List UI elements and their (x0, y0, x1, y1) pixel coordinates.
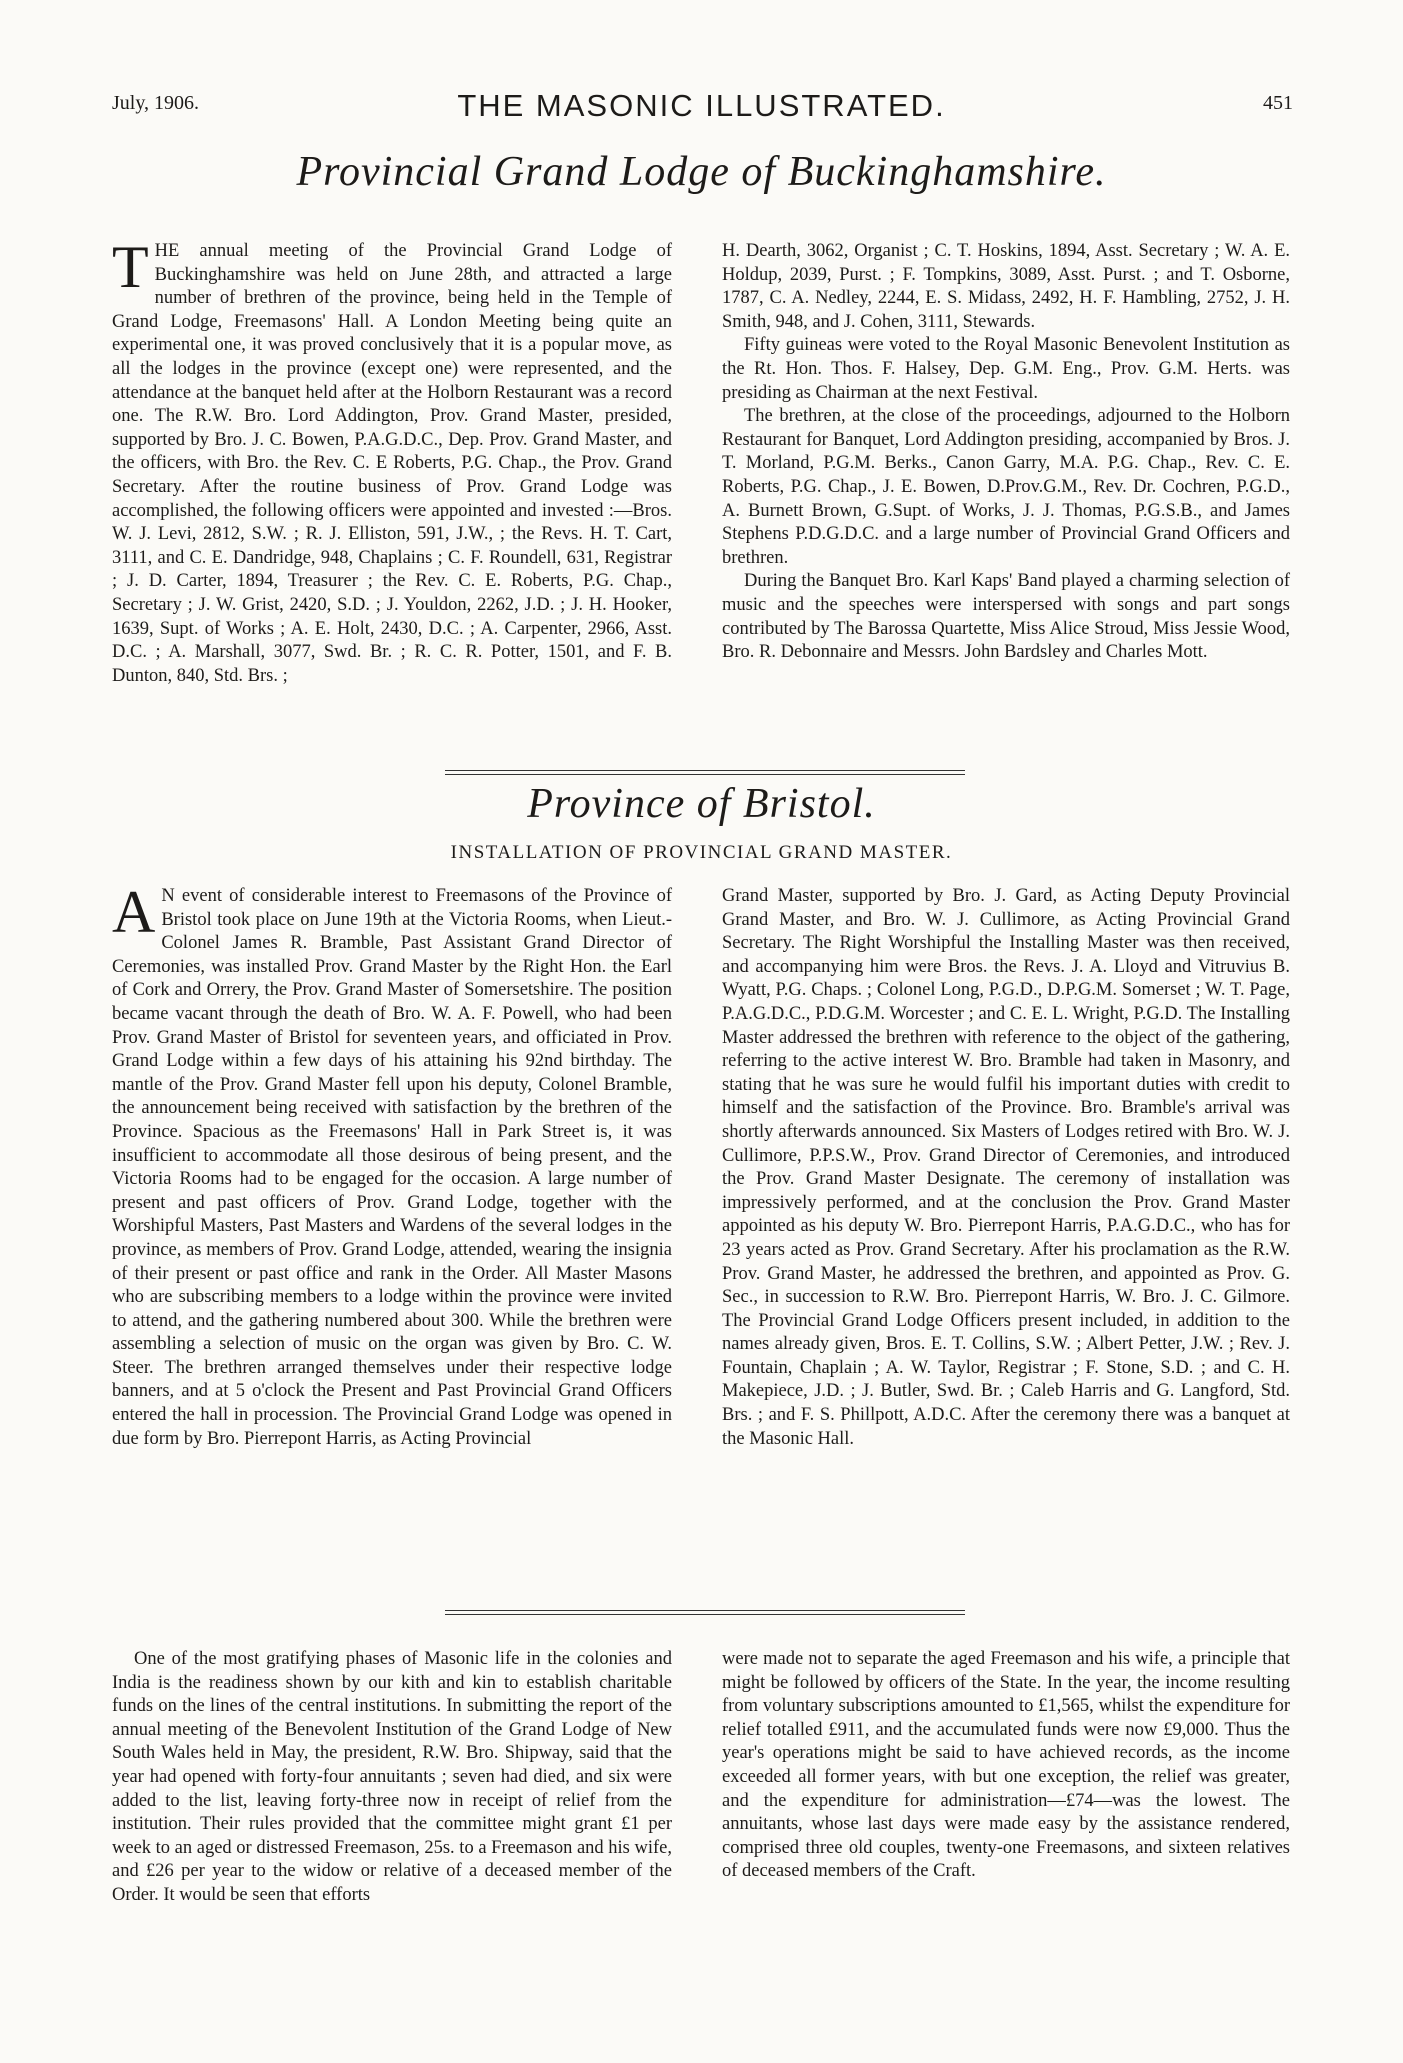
article2-left-paragraph: A N event of considerable interest to Freemasons of the Province of Bristol took place on June 19th at the Victoria Rooms, when Lieut.-Colonel James R. Bramble, Past Assistant Grand Director of Ceremonies, was installed Prov. Grand Master by the Right Hon. the Earl of Cork and Orrery, the Prov. Grand Master of Somersetshire. The position became vacant through the death of Bro. W. A. F. Powell, who had been Prov. Grand Master of Bristol for seventeen years, and officiated in Prov. Grand Lodge within a few days of his attaining his 92nd birthday. The mantle of the Prov. Grand Master fell upon his deputy, Colonel Bramble, the announcement being received with satisfaction by the brethren of the Province. Spacious as the Freemasons' Hall in Park Street is, it was insufficient to accommodate all those desirous of being present, and the Victoria Rooms had to be engaged for the occasion. A large number of present and past officers of Prov. Grand Lodge, together with the Worshipful Masters, Past Masters and Wardens of the several lodges in the province, as members of Prov. Grand Lodge, attended, wearing the insignia of their present or past office and rank in the Order. All Master Masons who are subscribing members to a lodge within the province were invited to attend, and the gathering numbered about 300. While the brethren were assembling a selection of music on the organ was given by Bro. C. W. Steer. The brethren arranged themselves under their respective lodge banners, and at 5 o'clock the Present and Past Provincial Grand Officers entered the hall in procession. The Provincial Grand Lodge was opened in due form by Bro. Pierrepont Harris, as Acting Provincial (112, 879, 672, 1449)
article2-right-column (722, 885, 1290, 1451)
article-title-bristol: Province of Bristol. (527, 781, 876, 827)
article2-left-column (112, 879, 672, 1451)
article3-right-column (722, 1648, 1290, 1884)
drop-cap: A (112, 879, 156, 945)
article1-left-paragraph: THE annual meeting of the Provincial Grand Lodge of Buckinghamshire was held on June 28th, and attracted a large number of brethren of the province, being held in the Temple of Grand Lodge, Freemasons' Hall. A London Meeting being quite an experimental one, it was proved conclusively that it is a popular move, as all the lodges in the province (except one) were represented, and the attendance at the banquet held after at the Holborn Restaurant was a record one. The R.W. Bro. Lord Addington, Prov. Grand Master, presided, supported by Bro. J. C. Bowen, P.A.G.D.C., Dep. Prov. Grand Master, and the officers, with Bro. the Rev. C. E Roberts, P.G. Chap., the Prov. Grand Secretary. After the routine business of Prov. Grand Lodge was accomplished, the following officers were appointed and invested :—Bros. W. J. Levi, 2812, S.W. ; R. J. Elliston, 591, J.W., ; the Revs. H. T. Cart, 3111, and C. E. Dandridge, 948, Chaplains ; C. F. Roundell, 631, Registrar ; J. D. Carter, 1894, Treasurer ; the Rev. C. E. Roberts, P.G. Chap., Secretary ; J. W. Grist, 2420, S.D. ; J. Youldon, 2262, J.D. ; J. H. Hooker, 1639, Supt. of Works ; A. E. Holt, 2430, D.C. ; A. Carpenter, 2966, Asst. D.C. ; A. Marshall, 3077, Swd. Br. ; R. C. R. Potter, 1501, and F. B. Dunton, 840, Std. Brs. ; (112, 234, 672, 686)
article-subtitle: INSTALLATION OF PROVINCIAL GRAND MASTER. (450, 842, 953, 863)
article1-right-column (722, 240, 1290, 665)
issue-date: July, 1906. (112, 92, 200, 114)
article2-right-paragraph: Grand Master, supported by Bro. J. Gard, as Acting Deputy Provincial Grand Master, and Bro. W. J. Cullimore, as Acting Provincial Grand Secretary. The Right Worshipful the Installing Master was then received, and accompanying him were Bros. the Revs. J. A. Lloyd and Vitruvius B. Wyatt, P.G. Chaps. ; Colonel Long, P.G.D., D.P.G.M. Somerset ; W. T. Page, P.A.G.D.C., P.D.G.M. Worcester ; and C. E. L. Wright, P.G.D. The Installing Master addressed the brethren with reference to the object of the gathering, referring to the active interest W. Bro. Bramble had taken in Masonry, and stating that he was sure he would fulfil his important duties with credit to himself and the satisfaction of the Province. Bro. Bramble's arrival was shortly afterwards announced. Six Masters of Lodges retired with Bro. W. J. Cullimore, P.P.S.W., Prov. Grand Director of Ceremonies, and introduced the Prov. Grand Master Designate. The ceremony of installation was impressively performed, and at the conclusion the Prov. Grand Master appointed as his deputy W. Bro. Pierrepont Harris, P.A.G.D.C., who has for 23 years acted as Prov. Grand Secretary. After his proclamation as the R.W. Prov. Grand Master, he addressed the brethren, and appointed as Prov. G. Sec., in succession to R.W. Bro. Pierrepont Harris, W. Bro. J. C. Gilmore. The Provincial Grand Lodge Officers present included, in addition to the names already given, Bros. E. T. Collins, S.W. ; Albert Petter, J.W. ; Rev. J. Fountain, Chaplain ; A. W. Taylor, Registrar ; F. Stone, S.D. ; and C. H. Makepiece, J.D. ; J. Butler, Swd. Br. ; Caleb Harris and G. Langford, Std. Brs. ; and F. S. Phillpott, A.D.C. After the ceremony there was a banquet at the Masonic Hall. (722, 886, 1290, 1449)
article1-right-paragraph: H. Dearth, 3062, Organist ; C. T. Hoskins, 1894, Asst. Secretary ; W. A. E. Holdup, 2039, Purst. ; F. Tompkins, 3089, Asst. Purst. ; and T. Osborne, 1787, C. A. Nedley, 2244, E. S. Midass, 2492, H. F. Hambling, 2752, J. H. Smith, 948, and J. Cohen, 3111, Stewards. (722, 241, 1290, 332)
page-header (0, 88, 1403, 132)
section-divider (445, 1614, 965, 1615)
article1-right-paragraph: Fifty guineas were voted to the Royal Masonic Benevolent Institution as the Rt. Hon. Thos. F. Halsey, Dep. G.M. Eng., Prov. G.M. Herts. was presiding as Chairman at the next Festival. (722, 335, 1290, 403)
article1-left-column (112, 234, 672, 688)
article1-right-paragraph: The brethren, at the close of the proceedings, adjourned to the Holborn Restaurant for Banquet, Lord Addington presiding, accompanied by Bros. J. T. Morland, P.G.M. Berks., Canon Garry, M.A. P.G. Chap., Rev. C. E. Roberts, P.G. Chap., J. E. Bowen, D.Prov.G.M., Rev. Dr. Cochren, P.G.D., A. Burnett Brown, G.Supt. of Works, J. J. Thomas, P.G.S.B., and James Stephens P.D.G.D.C. and a large number of Provincial Grand Officers and brethren. (722, 406, 1290, 568)
article3-left-column (112, 1648, 672, 1908)
section-divider (445, 774, 965, 775)
drop-cap: T (112, 234, 149, 300)
article3-left-paragraph: One of the most gratifying phases of Masonic life in the colonies and India is the readiness shown by our kith and kin to establish charitable funds on the lines of the central institutions. In submitting the report of the annual meeting of the Benevolent Institution of the Grand Lodge of New South Wales held in May, the president, R.W. Bro. Shipway, said that the year had opened with forty-four annuitants ; seven had died, and six were added to the list, leaving forty-three now in receipt of relief from the institution. Their rules provided that the committee might grant £1 per week to an aged or distressed Freemason, 25s. to a Freemason and his wife, and £26 per year to the widow or relative of a deceased member of the Order. It would be seen that efforts (112, 1649, 672, 1905)
masthead-title: THE MASONIC ILLUSTRATED. (457, 88, 946, 123)
section-divider (445, 1610, 965, 1611)
article3-right-paragraph: were made not to separate the aged Freemason and his wife, a principle that might be followed by officers of the State. In the year, the income resulting from voluntary subscriptions amounted to £1,565, whilst the expenditure for relief totalled £911, and the accumulated funds were now £9,000. Thus the year's operations might be said to have achieved records, as the income exceeded all former years, with but one exception, the relief was greater, and the expenditure for administration—£74—was the lowest. The annuitants, whose last days were made easy by the assistance rendered, comprised three old couples, twenty-one Freemasons, and sixteen relatives of deceased members of the Craft. (722, 1649, 1290, 1882)
article-title-buckinghamshire: Provincial Grand Lodge of Buckinghamshire. (296, 149, 1107, 195)
article1-right-paragraph: During the Banquet Bro. Karl Kaps' Band played a charming selection of music and the speeches were interspersed with songs and part songs contributed by The Barossa Quartette, Miss Alice Stroud, Miss Jessie Wood, Bro. R. Debonnaire and Messrs. John Bardsley and Charles Mott. (722, 571, 1290, 663)
page-number: 451 (1263, 92, 1293, 114)
section-divider (445, 770, 965, 771)
